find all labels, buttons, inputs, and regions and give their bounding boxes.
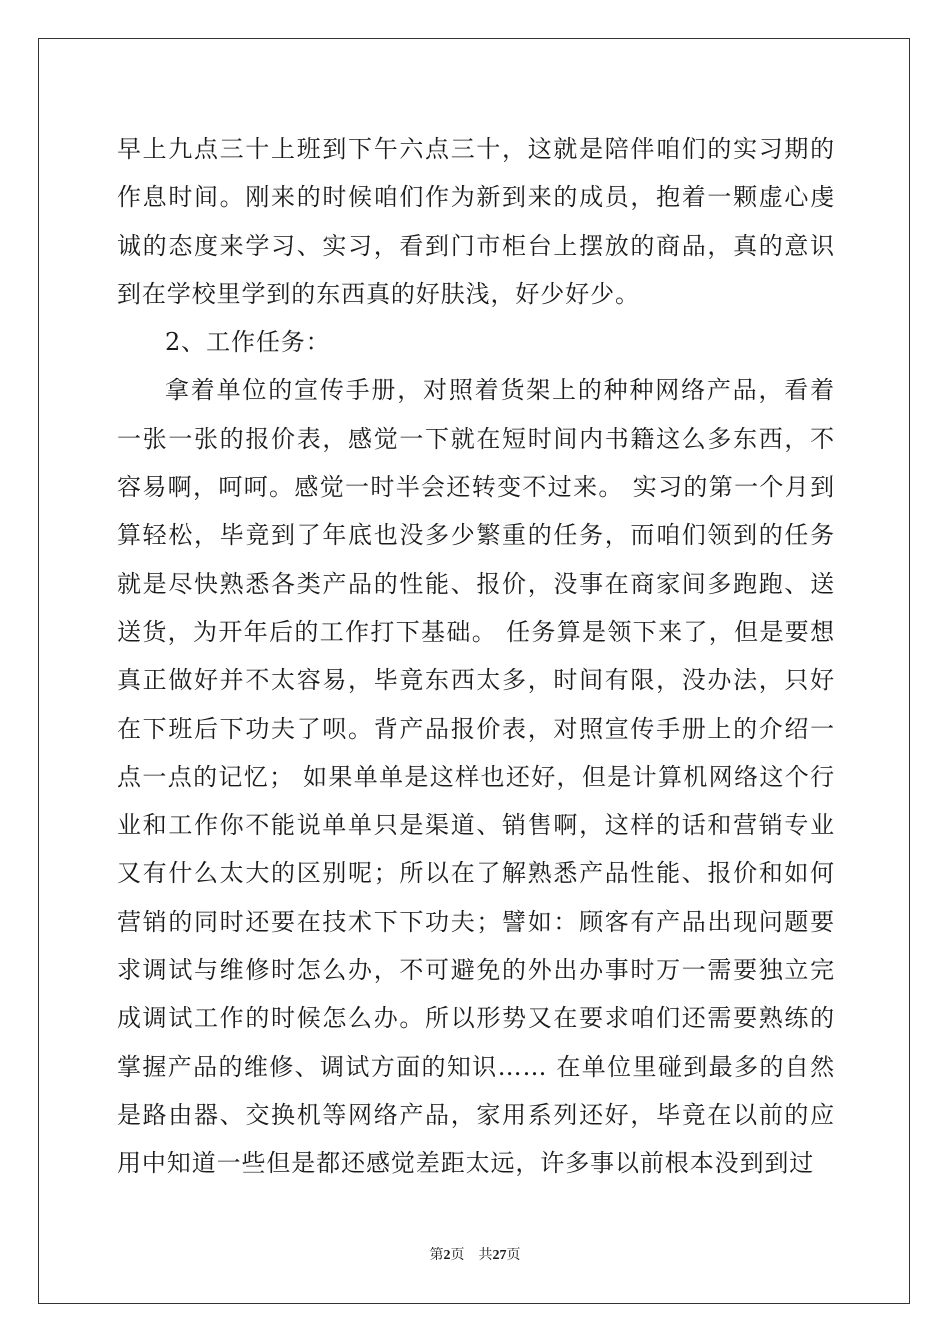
paragraph-work-tasks: 拿着单位的宣传手册，对照着货架上的种种网络产品，看着一张一张的报价表，感觉一下就在短时间内书籍这么多东西，不容易啊，呵呵。感觉一时半会还转变不过来。 实习的第一个月到算轻松，毕竟到了年底也没多少繁重的任务，而咱们领到的任务就是尽快熟悉各类产品的性能、报价，没事在商家间多跑跑、送送货，为开年后的工作打下基础。 任务算是领下来了，但是要想真正做好并不太容易，毕竟东西太多，时间有限，没办法，只好在下班后下功夫了呗。背产品报价表，对照宣传手册上的介绍一点一点的记忆； 如果单单是这样也还好，但是计算机网络这个行业和工作你不能说单单只是渠道、销售啊，这样的话和营销专业又有什么太大的区别呢；所以在了解熟悉产品性能、报价和如何营销的同时还要在技术下下功夫；譬如：顾客有产品出现问题要求调试与维修时怎么办，不可避免的外出办事时万一需要独立完成调试工作的时候怎么办。所以形势又在要求咱们还需要熟练的掌握产品的维修、调试方面的知识…… 在单位里碰到最多的自然是路由器、交换机等网络产品，家用系列还好，毕竟在以前的应用中知道一些但是都还感觉差距太远，许多事以前根本没到到过 xyxy=(117,376,835,1178)
page-number: 2 xyxy=(443,1248,451,1263)
total-suffix: 页 xyxy=(506,1248,521,1263)
page-suffix: 页 xyxy=(450,1248,465,1263)
paragraph-schedule: 早上九点三十上班到下午六点三十，这就是陪伴咱们的实习期的作息时间。刚来的时候咱们作为新到来的成员，抱着一颗虚心虔诚的态度来学习、实习，看到门市柜台上摆放的商品，真的意识到在学校里学到的东西真的好肤浅，好少好少。 xyxy=(117,135,835,308)
total-prefix: 共 xyxy=(478,1248,493,1263)
page-prefix: 第 xyxy=(429,1248,444,1263)
document-body xyxy=(117,125,835,1188)
total-pages: 27 xyxy=(492,1248,507,1263)
page-footer xyxy=(0,1244,950,1264)
section-heading-work-tasks: 2、工作任务： xyxy=(165,328,331,357)
